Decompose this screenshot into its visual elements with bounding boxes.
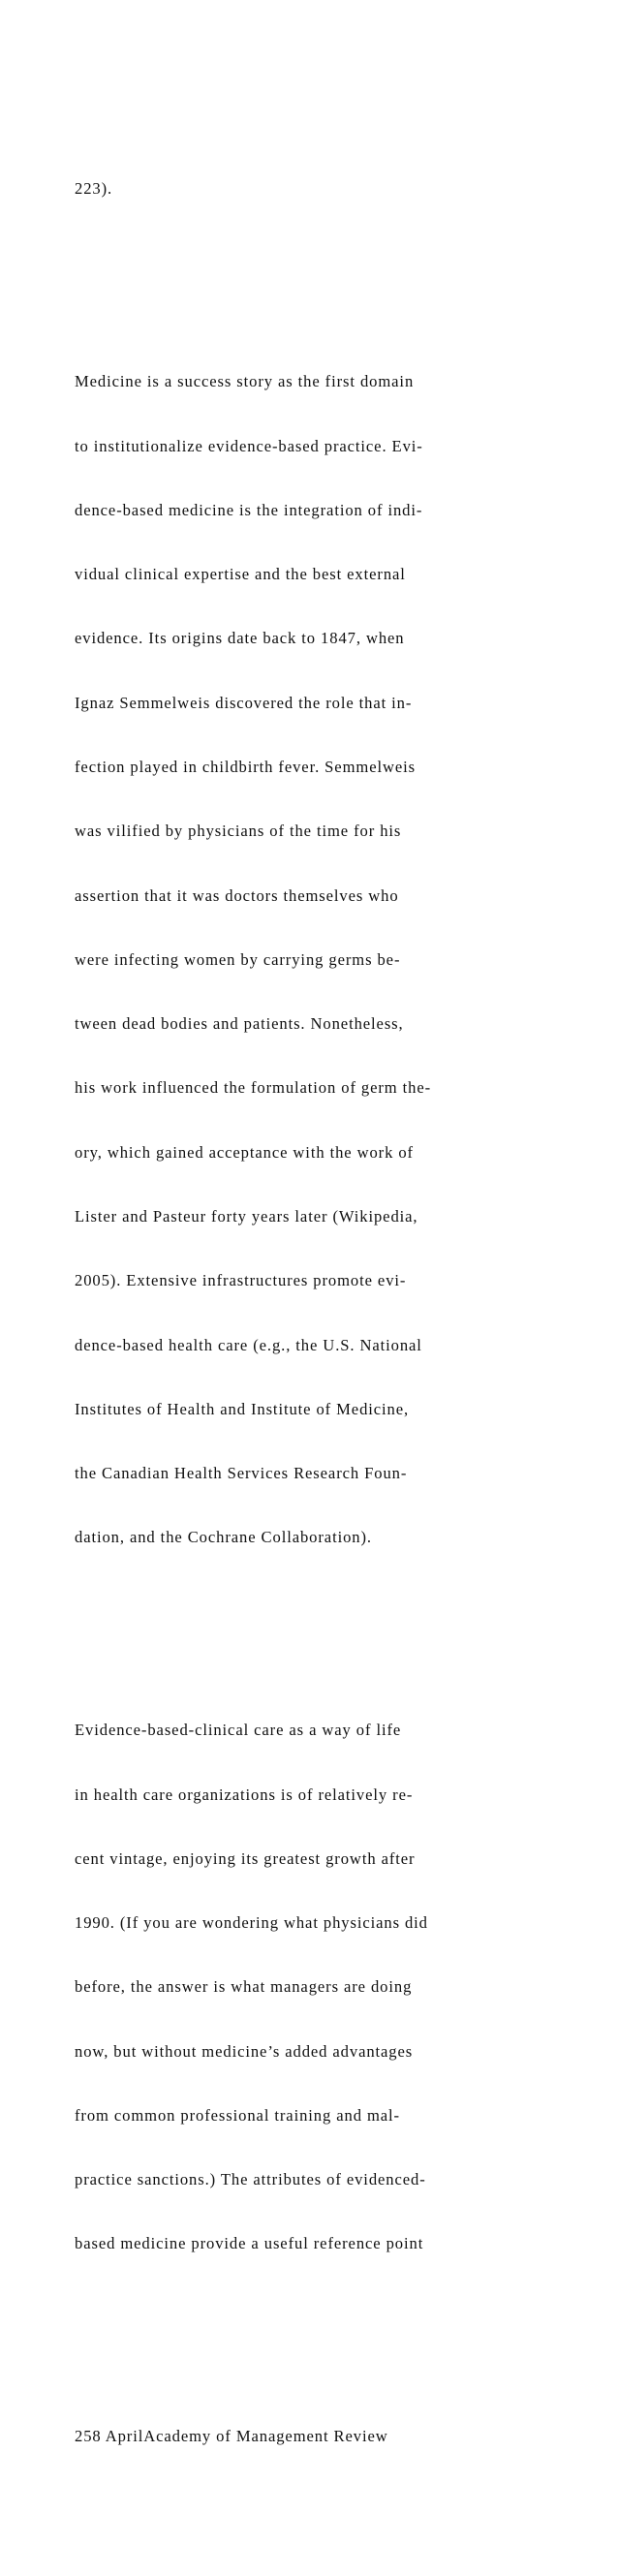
text-line: the Canadian Health Services Research Foun- <box>75 1464 408 1483</box>
text-line: now, but without medicine’s added advantages <box>75 2041 414 2061</box>
text-line: vidual clinical expertise and the best external <box>75 565 406 584</box>
footer-line: 258 AprilAcademy of Management Review <box>75 2427 388 2446</box>
text-line: dence-based health care (e.g., the U.S. National <box>75 1335 422 1354</box>
intro-paragraph <box>75 136 559 242</box>
text-line: cent vintage, enjoying its greatest growth after <box>75 1848 416 1868</box>
text-line: Ignaz Semmelweis discovered the role that in- <box>75 693 413 712</box>
text-line: assertion that it was doctors themselves who <box>75 885 399 905</box>
text-line: Medicine is a success story as the first domain <box>75 372 415 391</box>
text-line: practice sanctions.) The attributes of evidenced- <box>75 2170 426 2189</box>
text-line: Institutes of Health and Institute of Medicine, <box>75 1399 410 1418</box>
text-line: 1990. (If you are wondering what physicians did <box>75 1913 428 1933</box>
document-text <box>75 72 559 2576</box>
text-line: tween dead bodies and patients. Nonetheless, <box>75 1014 404 1034</box>
text-line: based medicine provide a useful reference point <box>75 2234 424 2253</box>
text-line: his work influenced the formulation of germ the- <box>75 1078 432 1098</box>
text-line: Lister and Pasteur forty years later (Wikipedia, <box>75 1206 418 1226</box>
paragraph-clinical-care <box>75 1677 559 2298</box>
text-line: in health care organizations is of relatively re- <box>75 1785 414 1804</box>
text-line: ory, which gained acceptance with the work of <box>75 1142 414 1162</box>
text-line: fection played in childbirth fever. Semmelweis <box>75 758 416 776</box>
text-line: dation, and the Cochrane Collaboration). <box>75 1528 372 1547</box>
paragraph-medicine-history <box>75 328 559 1592</box>
text-line: Evidence-based-clinical care as a way of life <box>75 1721 402 1740</box>
page-footer <box>75 2383 559 2490</box>
text-line: were infecting women by carrying germs be- <box>75 949 401 969</box>
text-line: 2005). Extensive infrastructures promote evi- <box>75 1271 407 1290</box>
text-line: before, the answer is what managers are doing <box>75 1977 413 1997</box>
text-line: from common professional training and mal- <box>75 2105 400 2125</box>
text-line: evidence. Its origins date back to 1847, when <box>75 629 405 648</box>
intro-line: 223). <box>75 179 113 199</box>
text-line: was vilified by physicians of the time for his <box>75 822 402 841</box>
text-line: to institutionalize evidence-based practice. Evi- <box>75 436 423 455</box>
text-line: dence-based medicine is the integration of indi- <box>75 500 423 519</box>
